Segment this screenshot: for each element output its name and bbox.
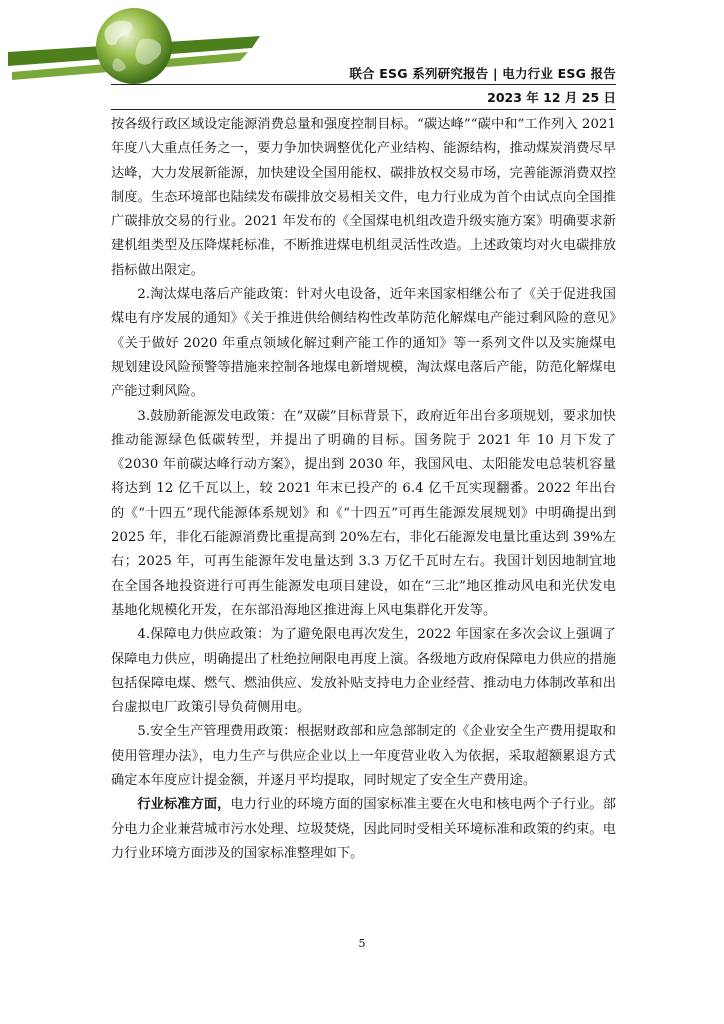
paragraph-lead: 行业标准方面， bbox=[137, 797, 231, 813]
header-divider-bottom bbox=[111, 109, 616, 110]
paragraph-coal-capacity-policy bbox=[111, 283, 616, 404]
report-date: 2023 年 12 月 25 日 bbox=[487, 90, 616, 105]
header-divider-top bbox=[111, 84, 616, 85]
report-header-title: 联合 ESG 系列研究报告 | 电力行业 ESG 报告 bbox=[349, 66, 616, 81]
paragraph-power-supply-policy bbox=[111, 623, 616, 720]
paragraph-text: 5.安全生产管理费用政策：根据财政部和应急部制定的《企业安全生产费用提取和使用管理办法》，电力生产与供应企业以上一年度营业收入为依据，采取超额累退方式确定本年度应计提金额，并逐月平均提取，同时规定了安全生产费用途。 bbox=[111, 724, 616, 789]
paragraph-text: 3.鼓励新能源发电政策：在“双碳”目标背景下，政府近年出台多项规划，要求加快推动能源绿色低碳转型，并提出了明确的目标。国务院于 2021 年 10 月下发了《2030 年前碳达峰行动方案》，提出到 2030 年，我国风电、太阳能发电总装机容量将达到 12 亿千瓦以上，较 2021 年末已投产的 6.4 亿千瓦实现翻番。2022 年出台的《“十四五”现代能源体系规划》和《“十四五”可再生能源发展规划》中明确提出到 2025 年，非化石能源消费比重提高到 20%左右，非化石能源发电量比重达到 39%左右；2025 年，可再生能源年发电量达到 3.3 万亿千瓦时左右。我国计划因地制宜地在全国各地投资进行可再生能源发电项目建设，如在“三北”地区推动风电和光伏发电基地化规模化开发，在东部沿海地区推进海上风电集群化开发等。 bbox=[111, 408, 616, 618]
globe-logo bbox=[8, 6, 268, 86]
paragraph-safety-cost-policy bbox=[111, 720, 616, 793]
paragraph-text: 2.淘汰煤电落后产能政策：针对火电设备，近年来国家相继公布了《关于促进我国煤电有序发展的通知》《关于推进供给侧结构性改革防范化解煤电产能过剩风险的意见》《关于做好 2020 年重点领域化解过剩产能工作的通知》等一系列文件以及实施煤电规划建设风险预警等措施来控制各地煤电新增规模，淘汰煤电落后产能，防范化解煤电产能过剩风险。 bbox=[111, 287, 617, 400]
paragraph-industry-standards bbox=[111, 793, 616, 866]
paragraph-text: 电力行业的环境方面的国家标准主要在火电和核电两个子行业。部分电力企业兼营城市污水处理、垃圾焚烧，因此同时受相关环境标准和政策的约束。电力行业环境方面涉及的国家标准整理如下。 bbox=[111, 797, 616, 861]
page-number: 5 bbox=[358, 937, 366, 950]
body-text bbox=[111, 113, 616, 866]
paragraph-new-energy-policy bbox=[111, 405, 616, 624]
paragraph-continuation bbox=[111, 113, 616, 283]
paragraph-text: 按各级行政区域设定能源消费总量和强度控制目标。“碳达峰”“碳中和”工作列入 2021 年度八大重点任务之一，要力争加快调整优化产业结构、能源结构，推动煤炭消费尽早达峰，大力发展新能源，加快建设全国用能权、碳排放权交易市场，完善能源消费双控制度。生态环境部也陆续发布碳排放交易相关文件，电力行业成为首个由试点向全国推广碳排放交易的行业。2021 年发布的《全国煤电机组改造升级实施方案》明确要求新建机组类型及压降煤耗标准，不断推进煤电机组灵活性改造。上述政策均对火电碳排放指标做出限定。 bbox=[111, 117, 616, 278]
paragraph-text: 4.保障电力供应政策：为了避免限电再次发生，2022 年国家在多次会议上强调了保障电力供应，明确提出了杜绝拉闸限电再度上演。各级地方政府保障电力供应的措施包括保障电煤、燃气、燃油供应、发放补贴支持电力企业经营、推动电力体制改革和出台虚拟电厂政策引导负荷侧用电。 bbox=[111, 627, 616, 716]
